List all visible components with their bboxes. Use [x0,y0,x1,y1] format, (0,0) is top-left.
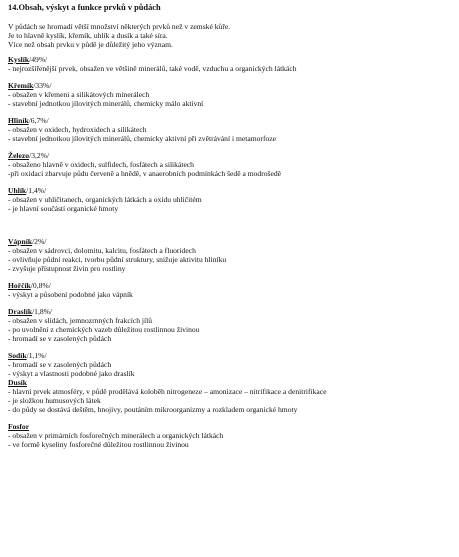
element-fact: - je složkou humusových látek [8,396,101,405]
element-heading [8,422,454,431]
element-section-dusik [8,378,454,414]
element-fact: - hlavní prvek atmosféry, v půdě prodělává koloběh nitrogeneze – amonizace – nitrifikace a denitrifikace [8,387,327,396]
element-section-hlinik [8,116,454,143]
element-fact: - po uvolnění z chemických vazeb důležitou rostlinnou živinou [8,325,200,334]
element-heading [8,151,454,160]
element-percentage: /6,7%/ [28,116,49,125]
element-heading [8,281,454,290]
element-heading [8,351,454,360]
element-percentage: /49%/ [29,55,48,64]
element-percentage: /3,2%/ [29,151,50,160]
element-heading [8,116,454,125]
element-name: Fosfor [8,422,30,431]
element-name: Uhlík [8,186,27,195]
element-name: Kyslík [8,55,30,64]
element-name: Vápník [8,237,33,246]
element-fact: - výskyt a působení podobné jako vápník [8,290,133,299]
element-heading [8,378,454,387]
element-fact: - ve formě kyseliny fosforečné důležitou rostlinnou živinou [8,440,189,449]
document-title: 14.Obsah, výskyt a funkce prvků v půdách [8,3,161,12]
document-page [8,3,454,449]
element-name: Železo [8,151,30,160]
element-percentage: /1,8%/ [32,307,53,316]
element-heading [8,237,454,246]
element-fact: -při oxidaci zbarvuje půdu červeně a hnědě, v anaerobních podmínkách šedě a modrošedě [8,169,282,178]
element-name: Křemík [8,81,34,90]
element-fact: - obsažen v oxidech, hydroxidech a silikátech [8,125,147,134]
element-section-fosfor [8,422,454,449]
element-fact: - ovlivňuje půdní reakci, tvorbu půdní struktury, snižuje aktivitu hliníku [8,255,227,264]
element-fact: - je hlavní součástí organické hmoty [8,204,119,213]
element-name: Dusík [8,378,27,387]
element-fact: - obsažen v uhličitanech, organických látkách a oxidu uhličitém [8,195,202,204]
element-section-uhlik [8,186,454,213]
element-heading [8,186,454,195]
intro-paragraph [8,22,454,49]
element-fact: - výskyt a vlastnosti podobné jako draslík [8,369,135,378]
element-heading [8,55,454,64]
element-fact: - hromadí se v zasolených půdách [8,334,112,343]
intro-line: V půdách se hromadí větší množství některých prvků než v zemské kůře. [8,22,231,31]
element-heading [8,307,454,316]
element-name: Hliník [8,116,29,125]
element-section-horcik [8,281,454,299]
element-percentage: /1,1%/ [26,351,47,360]
element-section-vapnik [8,237,454,273]
element-section-kremik [8,81,454,108]
element-fact: - stavební jednotkou jílovitých minerálů, chemicky aktivní při zvětrávání i metamorfoze [8,134,277,143]
element-percentage: /1,4%/ [26,186,47,195]
element-heading [8,81,454,90]
element-fact: - obsažen v křemeni a silikátových minerálech [8,90,150,99]
element-name: Sodík [8,351,27,360]
intro-line: Více než obsah prvku v půdě je důležitý jeho význam. [8,40,173,49]
element-fact: - hromadí se v zasolených půdách [8,360,112,369]
element-percentage: /2%/ [32,237,47,246]
element-percentage: /33%/ [33,81,52,90]
element-fact: - obsaženo hlavně v oxidech, sulfidech, fosfátech a silikátech [8,160,194,169]
element-section-kyslik [8,55,454,73]
element-section-draslik [8,307,454,343]
element-section-zelezo [8,151,454,178]
intro-line: Je to hlavně kyslík, křemík, uhlík a dusík a také síra. [8,31,168,40]
element-fact: - do půdy se dostává deštěm, hnojivy, poutáním mikroorganizmy a rozkladem organické hmoty [8,405,298,414]
element-section-sodik [8,351,454,378]
element-name: Hořčík [8,281,31,290]
element-percentage: /0,8%/ [30,281,51,290]
element-name: Draslík [8,307,33,316]
element-fact: - obsažen v sádrovci, dolomitu, kalcitu, fosfátech a fluoridech [8,246,196,255]
element-fact: - zvyšuje přístupnost živin pro rostliny [8,264,126,273]
element-fact: - obsažen v slídách, jemnozrnných frakcích jílů [8,316,153,325]
element-fact: - stavební jednotkou jílovitých minerálů, chemicky málo aktivní [8,99,204,108]
element-fact: - nejrozšířenější prvek, obsažen ve většině minerálů, také vodě, vzduchu a organických látkách [8,64,297,73]
element-fact: - obsažen v primárních fosforečných minerálech a organických látkách [8,431,224,440]
